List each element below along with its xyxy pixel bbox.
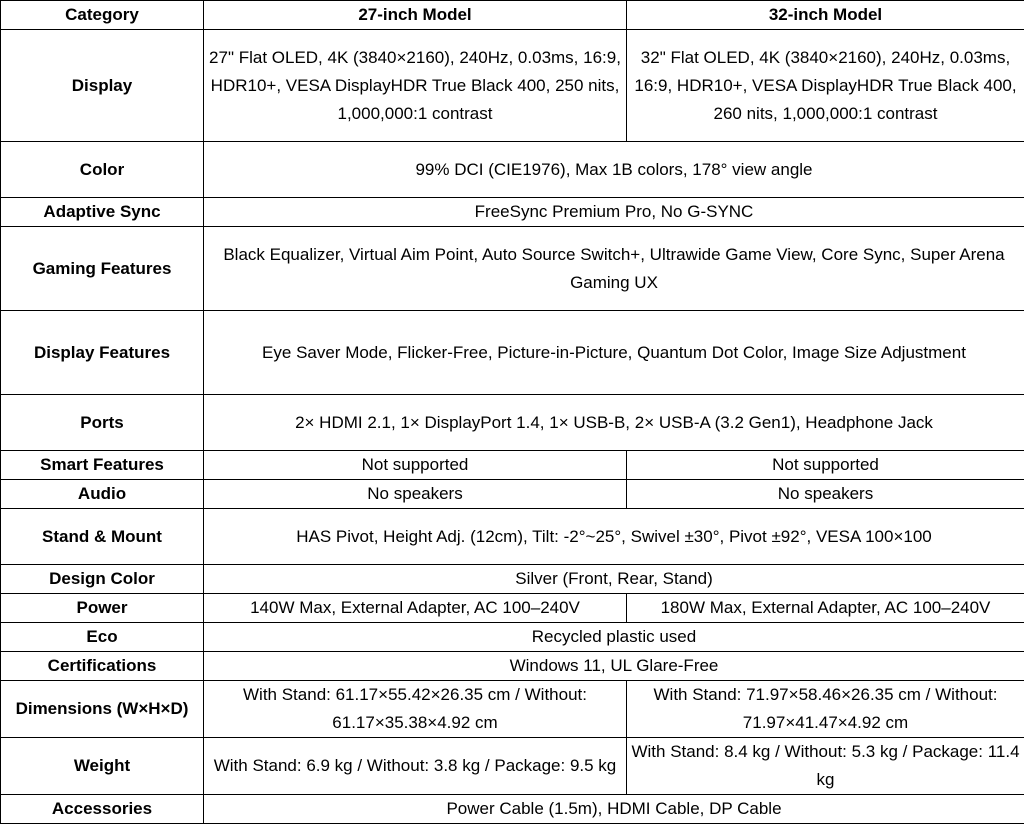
table-row [1,30,1024,142]
value-shared: Black Equalizer, Virtual Aim Point, Auto Source Switch+, Ultrawide Game View, Core Sync, Super Arena Gaming UX [204,227,1024,311]
table-row [1,738,1024,795]
row-category: Eco [1,623,204,652]
value-27: 140W Max, External Adapter, AC 100–240V [204,594,627,623]
value-shared: Silver (Front, Rear, Stand) [204,565,1024,594]
header-category: Category [1,1,204,30]
row-category: Gaming Features [1,227,204,311]
value-32: With Stand: 71.97×58.46×26.35 cm / Without: 71.97×41.47×4.92 cm [627,681,1024,738]
value-27: With Stand: 61.17×55.42×26.35 cm / Without: 61.17×35.38×4.92 cm [204,681,627,738]
value-shared: Recycled plastic used [204,623,1024,652]
table-row [1,480,1024,509]
table-row [1,198,1024,227]
table-row [1,227,1024,311]
table-row [1,681,1024,738]
table-row [1,451,1024,480]
row-category: Display [1,30,204,142]
row-category: Design Color [1,565,204,594]
value-27: Not supported [204,451,627,480]
value-32: 32" Flat OLED, 4K (3840×2160), 240Hz, 0.03ms, 16:9, HDR10+, VESA DisplayHDR True Black 400, 260 nits, 1,000,000:1 contrast [627,30,1024,142]
row-category: Weight [1,738,204,795]
row-category: Adaptive Sync [1,198,204,227]
row-category: Power [1,594,204,623]
value-shared: 2× HDMI 2.1, 1× DisplayPort 1.4, 1× USB-B, 2× USB-A (3.2 Gen1), Headphone Jack [204,395,1024,451]
table-row [1,652,1024,681]
table-row [1,311,1024,395]
header-row [1,1,1024,30]
value-27: With Stand: 6.9 kg / Without: 3.8 kg / Package: 9.5 kg [204,738,627,795]
row-category: Color [1,142,204,198]
row-category: Smart Features [1,451,204,480]
table-row [1,594,1024,623]
row-category: Accessories [1,795,204,824]
row-category: Display Features [1,311,204,395]
value-27: No speakers [204,480,627,509]
value-shared: HAS Pivot, Height Adj. (12cm), Tilt: -2°~25°, Swivel ±30°, Pivot ±92°, VESA 100×100 [204,509,1024,565]
value-shared: Power Cable (1.5m), HDMI Cable, DP Cable [204,795,1024,824]
value-shared: 99% DCI (CIE1976), Max 1B colors, 178° view angle [204,142,1024,198]
table-row [1,142,1024,198]
row-category: Dimensions (W×H×D) [1,681,204,738]
value-32: No speakers [627,480,1024,509]
value-shared: Windows 11, UL Glare-Free [204,652,1024,681]
value-shared: Eye Saver Mode, Flicker-Free, Picture-in-Picture, Quantum Dot Color, Image Size Adjustment [204,311,1024,395]
row-category: Stand & Mount [1,509,204,565]
value-32: 180W Max, External Adapter, AC 100–240V [627,594,1024,623]
value-shared: FreeSync Premium Pro, No G-SYNC [204,198,1024,227]
table-row [1,623,1024,652]
value-27: 27" Flat OLED, 4K (3840×2160), 240Hz, 0.03ms, 16:9, HDR10+, VESA DisplayHDR True Black 400, 250 nits, 1,000,000:1 contrast [204,30,627,142]
table-row [1,509,1024,565]
value-32: Not supported [627,451,1024,480]
row-category: Certifications [1,652,204,681]
header-model-27: 27-inch Model [204,1,627,30]
table-row [1,795,1024,824]
header-model-32: 32-inch Model [627,1,1024,30]
table-row [1,565,1024,594]
table-row [1,395,1024,451]
row-category: Audio [1,480,204,509]
value-32: With Stand: 8.4 kg / Without: 5.3 kg / Package: 11.4 kg [627,738,1024,795]
row-category: Ports [1,395,204,451]
